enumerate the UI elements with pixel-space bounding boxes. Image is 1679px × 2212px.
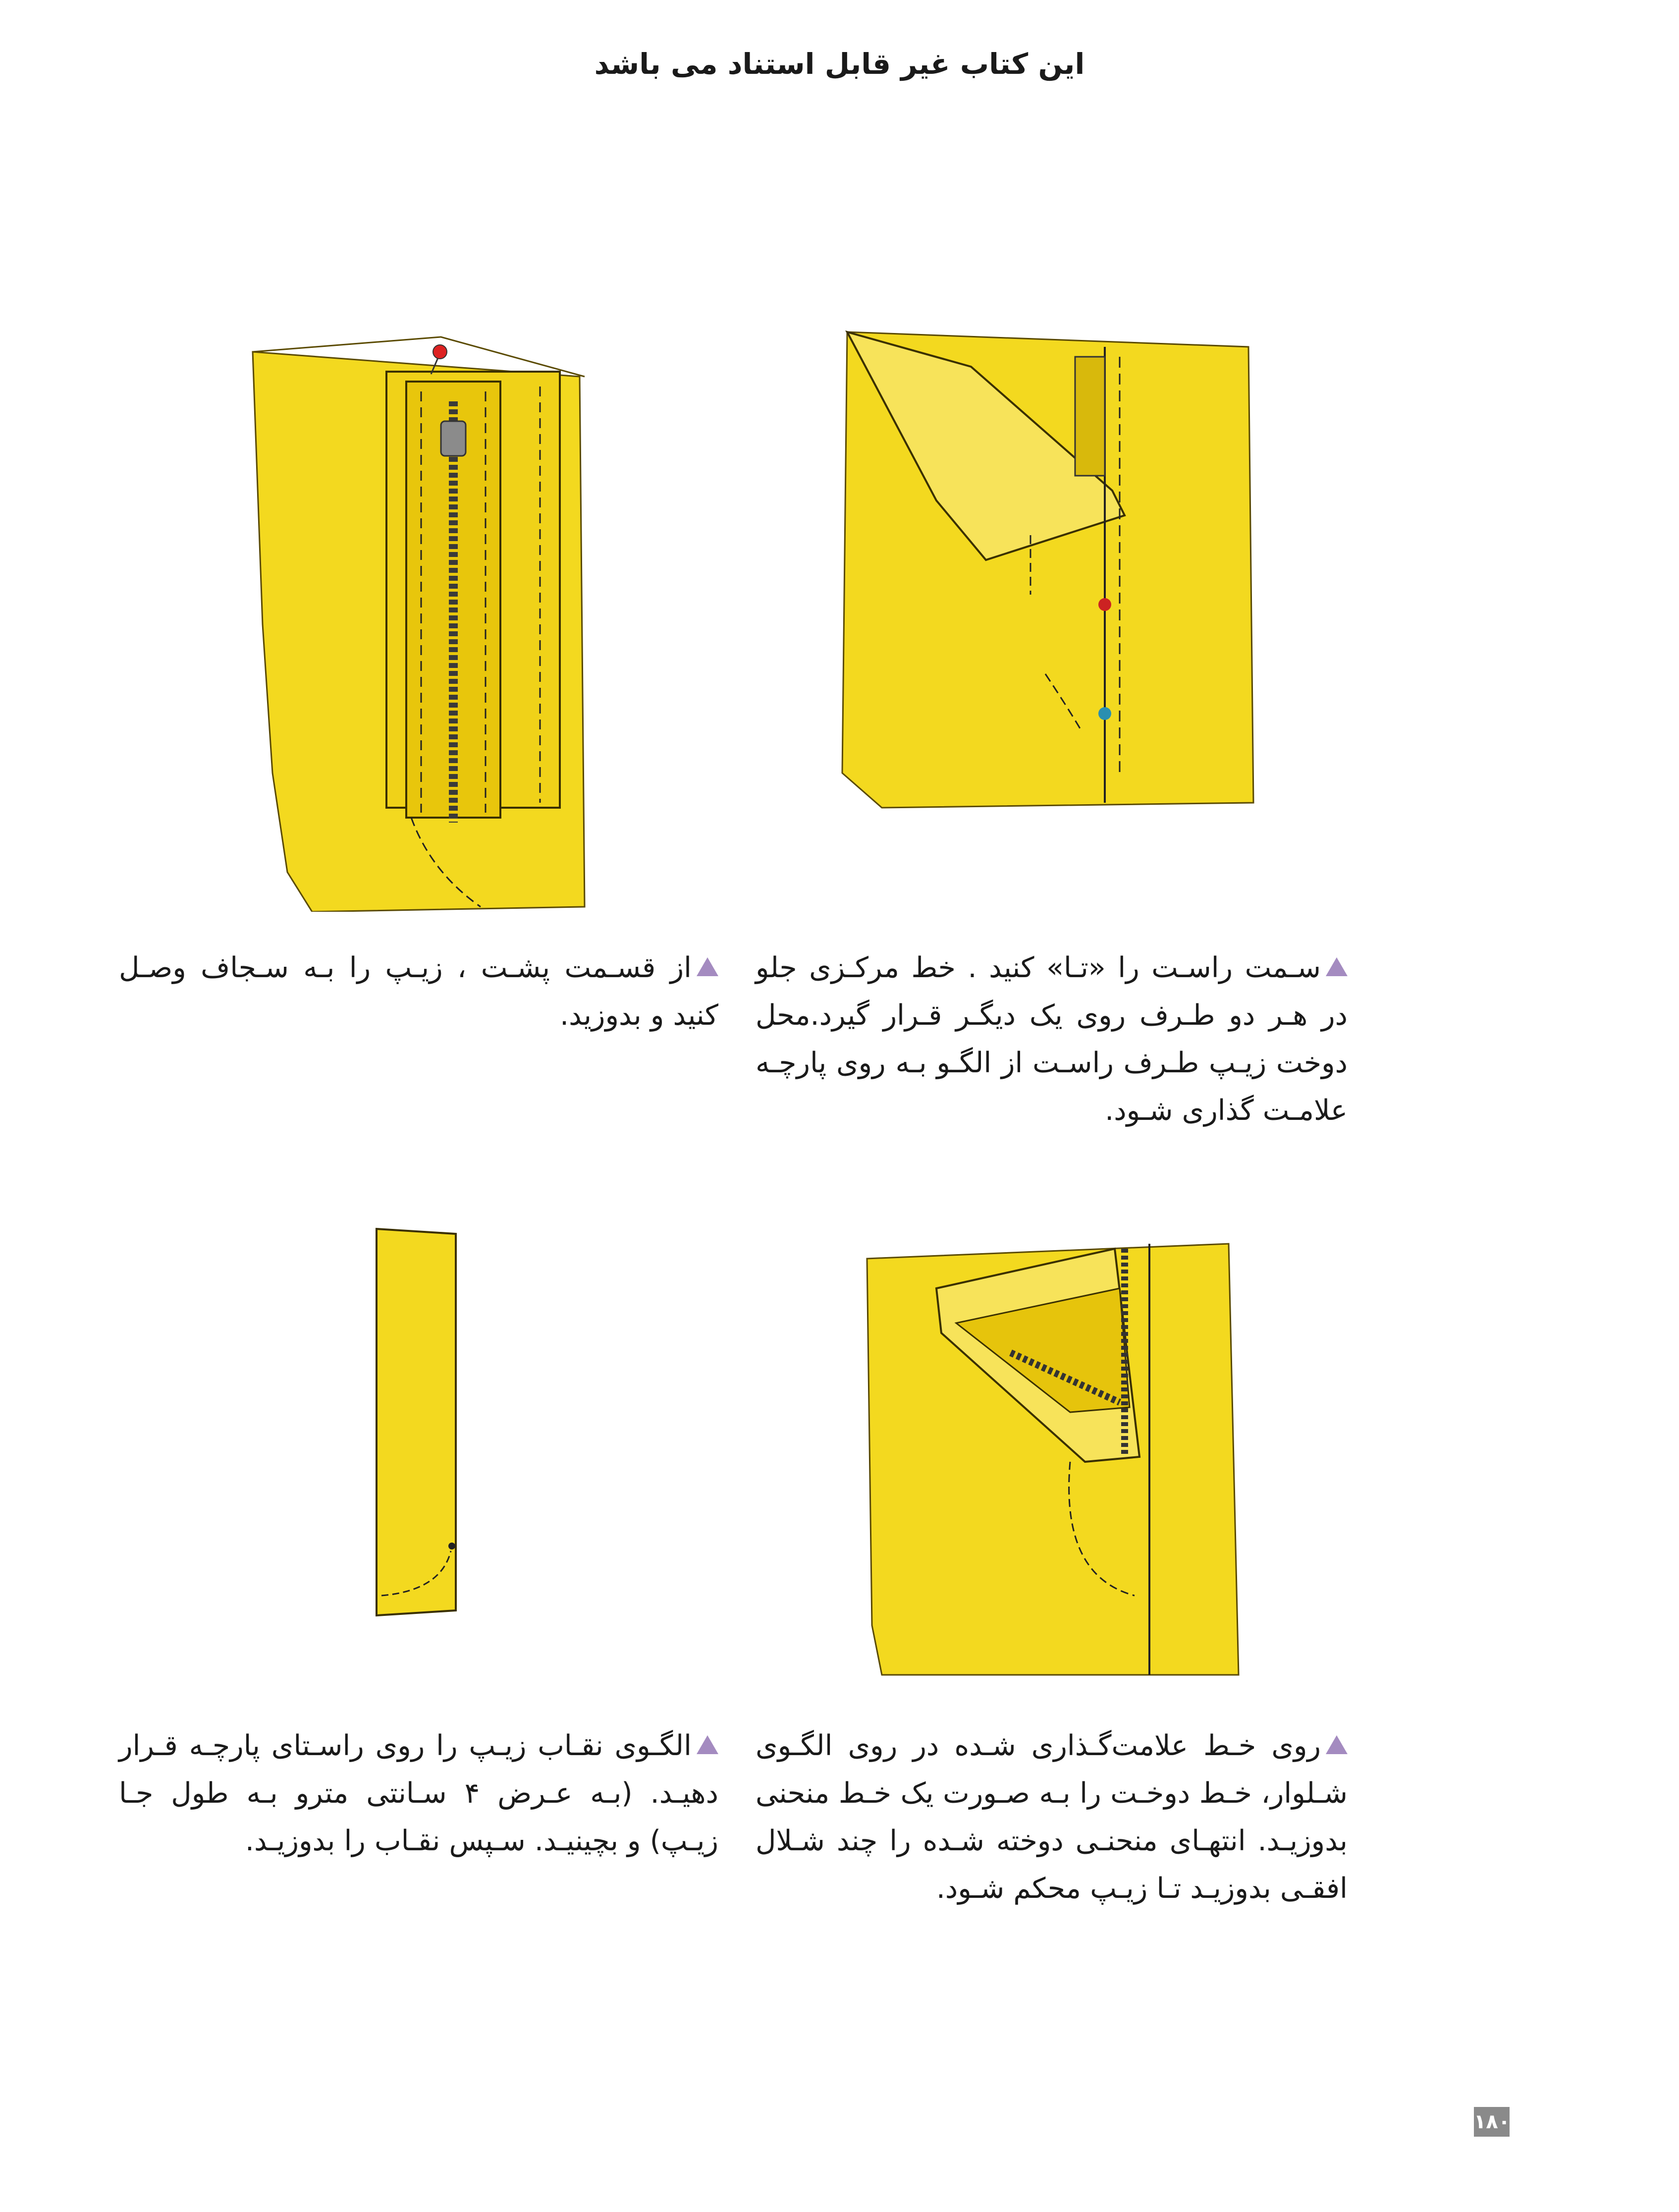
caption-text: سـمت راسـت را «تـا» کنید . خط مرکـزی جلو در هـر دو طـرف روی یک دیگـر قـرار گیرد.محل دوخت زیـپ طـرف راسـت از الگـو بـه روی پارچـه علامـت گذاری شـود. bbox=[756, 951, 1348, 1127]
caption-text: از قسـمت پشـت ، زیـپ را بـه سـجاف وصـل کنید و بدوزید. bbox=[119, 951, 718, 1032]
caption-zipper-facing bbox=[119, 1722, 718, 1865]
caption-attach-zipper bbox=[119, 944, 718, 1039]
triangle-bullet-icon bbox=[697, 1735, 718, 1754]
zipper-stitched-illustration bbox=[243, 327, 590, 912]
caption-text: الگـوی نقـاب زیـپ را روی راسـتای پارچـه قـرار دهیـد. (بـه عـرض ۴ سـانتی مترو بـه طول جـا زیـپ) و بچینیـد. سـپس نقـاب را بدوزیـد. bbox=[119, 1729, 718, 1857]
caption-text: روی خـط علامت‌گـذاری شـده در روی الگـوی شـلوار، خـط دوخـت را بـه صـورت یک خـط منحنی بدوزیـد. انتهـای منحنـی دوخته شـده را چند شـلال افقـی بدوزیـد تـا زیـپ محکم شـود. bbox=[756, 1729, 1348, 1905]
page-title: این کتاب غیر قابل استناد می باشد bbox=[594, 47, 1085, 81]
fabric-fold-illustration bbox=[837, 327, 1263, 813]
caption-curved-stitch bbox=[756, 1722, 1348, 1912]
zipper-facing-pattern bbox=[367, 1224, 466, 1620]
triangle-bullet-icon bbox=[1326, 1735, 1348, 1754]
page-number: ۱۸۰ bbox=[1474, 2107, 1510, 2137]
triangle-bullet-icon bbox=[1326, 957, 1348, 976]
caption-fold-right-side bbox=[756, 944, 1348, 1134]
curved-stitch-illustration bbox=[862, 1229, 1244, 1685]
triangle-bullet-icon bbox=[697, 957, 718, 976]
